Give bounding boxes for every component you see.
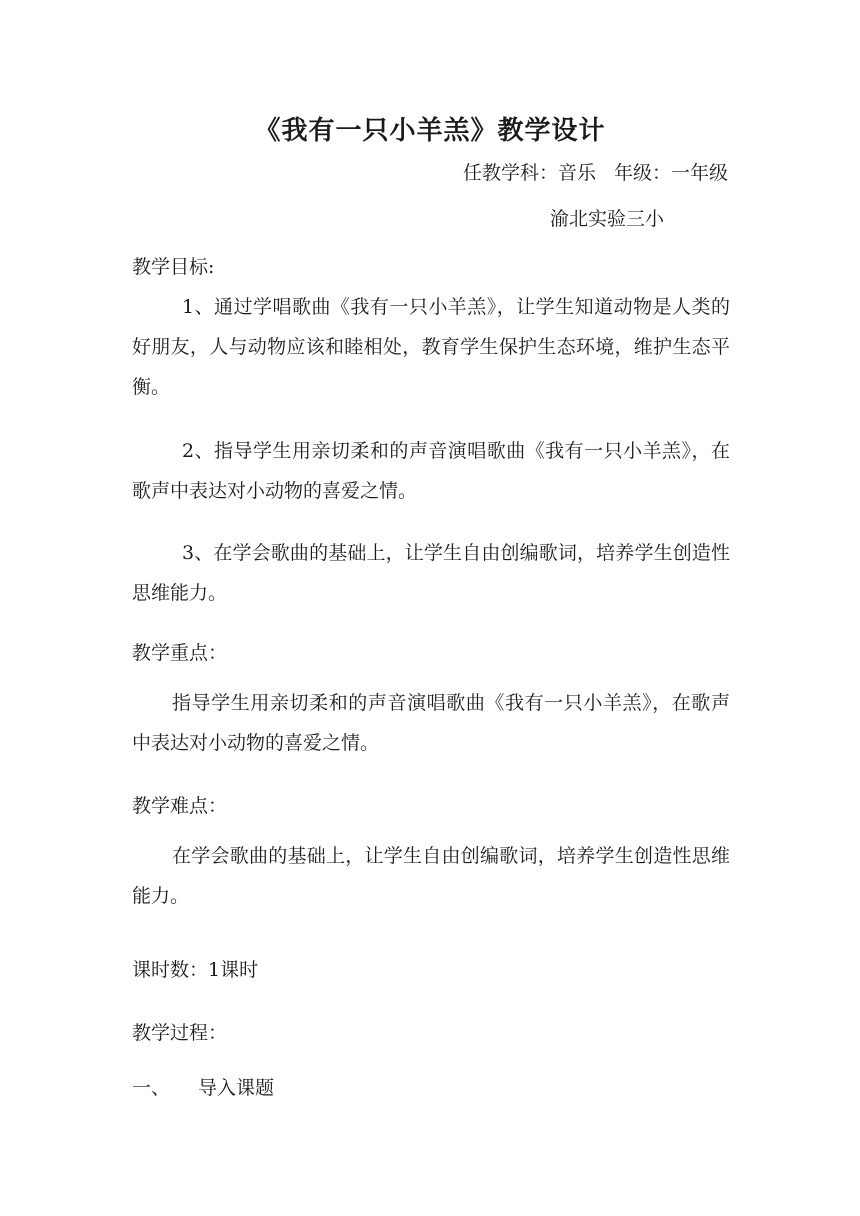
objective-item-2: 2、指导学生用亲切柔和的声音演唱歌曲《我有一只小羊羔》，在歌声中表达对小动物的喜爱之情。 (132, 440, 730, 502)
difficulty-text: 在学会歌曲的基础上，让学生自由创编歌词，培养学生创造性思维能力。 (132, 845, 730, 907)
document-title: 《我有一只小羊羔》教学设计 (254, 116, 606, 146)
step-1-number: 一、 (132, 1077, 171, 1099)
key-point-heading: 教学重点： (132, 642, 228, 664)
key-point-text: 指导学生用亲切柔和的声音演唱歌曲《我有一只小羊羔》，在歌声中表达对小动物的喜爱之情。 (132, 692, 730, 754)
school-name: 渝北实验三小 (549, 208, 664, 230)
subject-label: 任教学科：音乐 (462, 162, 596, 184)
objective-item-1: 1、通过学唱歌曲《我有一只小羊羔》，让学生知道动物是人类的好朋友，人与动物应该和睦相处，教育学生保护生态环境，维护生态平衡。 (132, 296, 730, 398)
process-heading: 教学过程： (132, 1022, 228, 1044)
objective-item-3: 3、在学会歌曲的基础上，让学生自由创编歌词，培养学生创造性思维能力。 (132, 542, 730, 604)
difficulty-heading: 教学难点： (132, 795, 228, 817)
class-hours-line: 课时数：1课时 (132, 959, 259, 981)
grade-label: 年级：一年级 (613, 162, 728, 184)
subject-grade-line (463, 158, 728, 185)
objectives-heading: 教学目标: (132, 256, 215, 278)
step-1-label: 导入课题 (198, 1077, 275, 1099)
process-step-1 (132, 1073, 274, 1100)
